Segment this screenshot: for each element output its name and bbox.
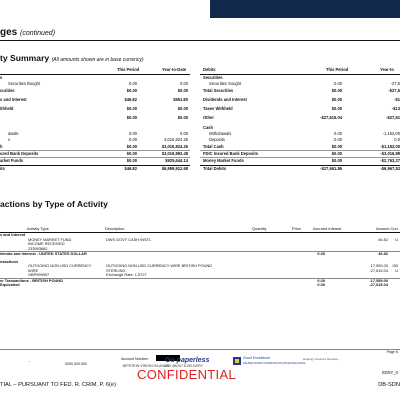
transaction-type-detail: 233993682 [28, 245, 48, 251]
transaction-activity: er Transactions - BRITISH POUND [0, 277, 63, 283]
footer-small-text-2: 0000.000.000 [65, 362, 87, 366]
summary-row-ytd: -$3,016,89 [380, 150, 400, 156]
summary-row-ytd: -27,5 [390, 81, 400, 87]
header-bar [210, 0, 400, 18]
transaction-type-detail: OUTGOING NON USD CURRENCY [28, 263, 92, 268]
bates-number: DB-SDN [378, 382, 400, 388]
summary-row [200, 150, 400, 157]
summary-row-label: ured Bank Deposits [0, 150, 39, 156]
summary-row-this-period: $46.82 [124, 165, 137, 171]
credits-header-ytd: Year-to-Date [162, 67, 187, 72]
summary-row-ytd: 0.0 [394, 137, 400, 143]
summary-row-label: Other [203, 115, 214, 121]
summary-row-label: Securities [203, 75, 223, 80]
summary-row-label: Securities Bought [8, 81, 41, 87]
summary-row-this-period: 0.00 [129, 131, 137, 137]
summary-row-ytd: -$27,61 [386, 115, 400, 121]
summary-row-label: Total Debits [203, 165, 227, 171]
transaction-row [0, 283, 400, 288]
summary-row-label: ithheld [0, 106, 14, 112]
summary-row-label: curities [0, 87, 15, 93]
transaction-currency: U [395, 236, 398, 242]
credits-header-this-period: This Period [117, 67, 140, 72]
summary-title-text: ty Summary [0, 53, 50, 63]
summary-row-label: s [0, 75, 3, 80]
footer-small-text-1: ... [28, 359, 31, 363]
summary-row [0, 165, 190, 172]
page-title [0, 27, 55, 38]
summary-row-this-period: $0.00 [126, 87, 137, 93]
summary-row-ytd: $925,644.14 [165, 158, 188, 164]
summary-row-label: arket Funds [0, 158, 24, 164]
dalbar-line-1: Good Excellence [243, 356, 271, 360]
transaction-activity: nsactions [0, 258, 19, 264]
summary-row-this-period: -$27,615.04 [320, 115, 342, 121]
transaction-activity: idends and Interest - UNITED STATES DOLLAR [0, 251, 87, 256]
summary-row-this-period: $0.00 [331, 106, 342, 112]
col-quantity: Quantity [252, 226, 267, 231]
summary-note: (All amounts shown are in base currency) [51, 57, 144, 63]
summary-row-this-period: -$27,661.86 [320, 165, 342, 171]
transaction-activity: Equivalent [0, 282, 20, 287]
summary-row-ytd: $0.00 [177, 106, 188, 112]
transaction-type-detail: MONEY MARKET FUND [28, 236, 72, 242]
transaction-amount: 46.82 [378, 236, 388, 242]
summary-row [0, 150, 190, 157]
debits-header-this-period: This Period [326, 67, 349, 72]
dalbar-line-2: DALBAR RATED COMMUNICATIONS EXCELLENCE [243, 362, 306, 365]
summary-row-this-period: $0.00 [126, 150, 137, 156]
summary-row-this-period: 0.00 [334, 131, 342, 137]
summary-row-label: s and Interest [0, 96, 27, 102]
bates-prefix: SDNY_0 [381, 370, 398, 375]
summary-row-ytd: 3,016,824.26 [164, 137, 188, 143]
confidential-legend: TIAL – PURSUANT TO FED. R. CRIM. P. 6(e) [0, 382, 116, 388]
summary-row [200, 157, 400, 164]
summary-row-ytd: $6,959,912.68 [161, 165, 188, 171]
transaction-amount: -17,559.00 [369, 263, 388, 268]
transaction-description: OUTGOING NON USD CURRENCY WIRE BRITISH POUND [106, 263, 213, 268]
summary-row-ytd: -$2,763,27 [380, 158, 400, 164]
transaction-accrued: 0.00 [317, 251, 325, 256]
transaction-accrued: 0.00 [317, 277, 325, 283]
summary-row-ytd: -1,152,00 [382, 131, 400, 137]
summary-row-this-period: $0.00 [331, 87, 342, 93]
summary-row-ytd: -$1,152,00 [380, 143, 400, 149]
summary-row-this-period: 0.00 [129, 81, 137, 87]
summary-row-label: Dividends and Interest [203, 96, 247, 102]
transaction-currency: U [395, 267, 398, 273]
summary-row-label: Money Market Funds [203, 158, 244, 164]
summary-row-ytd: -$13 [391, 106, 400, 112]
summary-row-label: s [8, 137, 11, 143]
summary-row-this-period: 0.00 [129, 137, 137, 143]
dalbar-badge [233, 356, 306, 369]
summary-row-label: Total Securities [203, 87, 234, 93]
summary-row-this-period: $0.00 [126, 106, 137, 112]
header-rule [0, 40, 400, 41]
transaction-type-detail: GBP999997 [28, 272, 50, 277]
summary-row-this-period: 0.00 [334, 137, 342, 143]
summary-row-label: its [0, 165, 5, 171]
transaction-type-detail: INCOME RECEIVED [28, 241, 65, 246]
summary-row-ytd: $3,016,892.48 [161, 150, 188, 156]
summary-row-label: Taxes Withheld [203, 106, 233, 112]
col-activity-type: Activity Type [27, 226, 49, 231]
page-title-continued: (continued) [20, 30, 56, 37]
go-paperless-sub: ASK ABOUT E-DELIVERY [165, 364, 203, 368]
transaction-currency: GB [392, 263, 398, 268]
summary-row-this-period: 0.00 [334, 81, 342, 87]
summary-row-ytd: $3,016,824.26 [161, 143, 188, 149]
credits-header [0, 66, 190, 75]
transaction-description: Exchange Rate: 1.5727 [106, 272, 147, 277]
summary-row-ytd: $551.80 [173, 96, 188, 102]
debits-column [200, 66, 400, 172]
summary-row-this-period: $0.00 [331, 96, 342, 102]
summary-row-label: FDIC Insured Bank Deposits [203, 150, 259, 156]
debits-header-label: Debits [203, 67, 216, 72]
summary-row-ytd: $0.00 [177, 87, 188, 93]
transaction-type-detail: WIRE [28, 267, 39, 273]
summary-row-this-period: $46.82 [124, 96, 137, 102]
transactions-table [0, 225, 400, 288]
summary-row-label: h [0, 143, 3, 149]
footer-right-small: Helping Investors Develop... [303, 357, 341, 361]
summary-row [200, 165, 400, 172]
summary-row-this-period: $0.00 [126, 158, 137, 164]
transaction-row [0, 252, 400, 257]
page-number: Page 6 [386, 350, 398, 354]
summary-row-ytd: 0.00 [180, 81, 188, 87]
page-title-text: ges [0, 27, 18, 38]
col-accrued-interest: Accrued Interest [313, 226, 342, 231]
transaction-activity: s and Interest [0, 232, 26, 237]
summary-row-ytd: $0.00 [177, 115, 188, 121]
col-price: Price [292, 226, 301, 231]
transaction-description: DWS GOVT CASH INSTL [106, 236, 152, 242]
transactions-title: actions by Type of Activity [0, 199, 108, 209]
credits-column [0, 66, 190, 172]
transaction-amount: -27,615.04 [369, 267, 388, 273]
summary-row-this-period: $0.00 [331, 150, 342, 156]
account-name: JEPSTEIN VIRGIN ISLANDS [122, 364, 169, 368]
transaction-amount: -17,559.00 [369, 277, 388, 283]
summary-row-label: Total Cash [203, 143, 224, 149]
summary-row [0, 157, 190, 164]
debits-header [200, 66, 400, 75]
summary-title [0, 53, 144, 63]
transaction-accrued: 0.00 [317, 282, 325, 287]
account-number-label: Account Number: [121, 357, 149, 361]
summary-row-label: Cash [203, 124, 214, 130]
transaction-amount: 46.82 [378, 251, 388, 256]
summary-row-this-period: $0.00 [126, 115, 137, 121]
summary-row-label: Withdrawals [209, 131, 232, 137]
summary-row-this-period: $0.00 [331, 158, 342, 164]
summary-row-label: Securities Sought [209, 81, 242, 87]
summary-row-label: Deposits [209, 137, 225, 143]
summary-row-ytd: 0.00 [180, 131, 188, 137]
debits-header-ytd: Year-to [380, 67, 394, 72]
summary-row-ytd: -$27,5 [388, 87, 400, 93]
summary-row-label: awals [8, 131, 19, 137]
summary-row-this-period: $0.00 [331, 143, 342, 149]
transaction-description: STERLING [106, 267, 126, 273]
transaction-amount: -27,615.04 [369, 282, 388, 287]
summary-row-ytd: -$1 [394, 96, 400, 102]
confidential-stamp: CONFIDENTIAL [137, 367, 236, 382]
col-description: Description [105, 226, 125, 231]
summary-row-this-period: $0.00 [126, 143, 137, 149]
go-paperless-text: Go paperless [165, 357, 210, 364]
transactions-header [0, 225, 400, 233]
col-amount: Amount Curr [376, 226, 399, 231]
summary-row-ytd: -$6,967,52 [380, 165, 400, 171]
